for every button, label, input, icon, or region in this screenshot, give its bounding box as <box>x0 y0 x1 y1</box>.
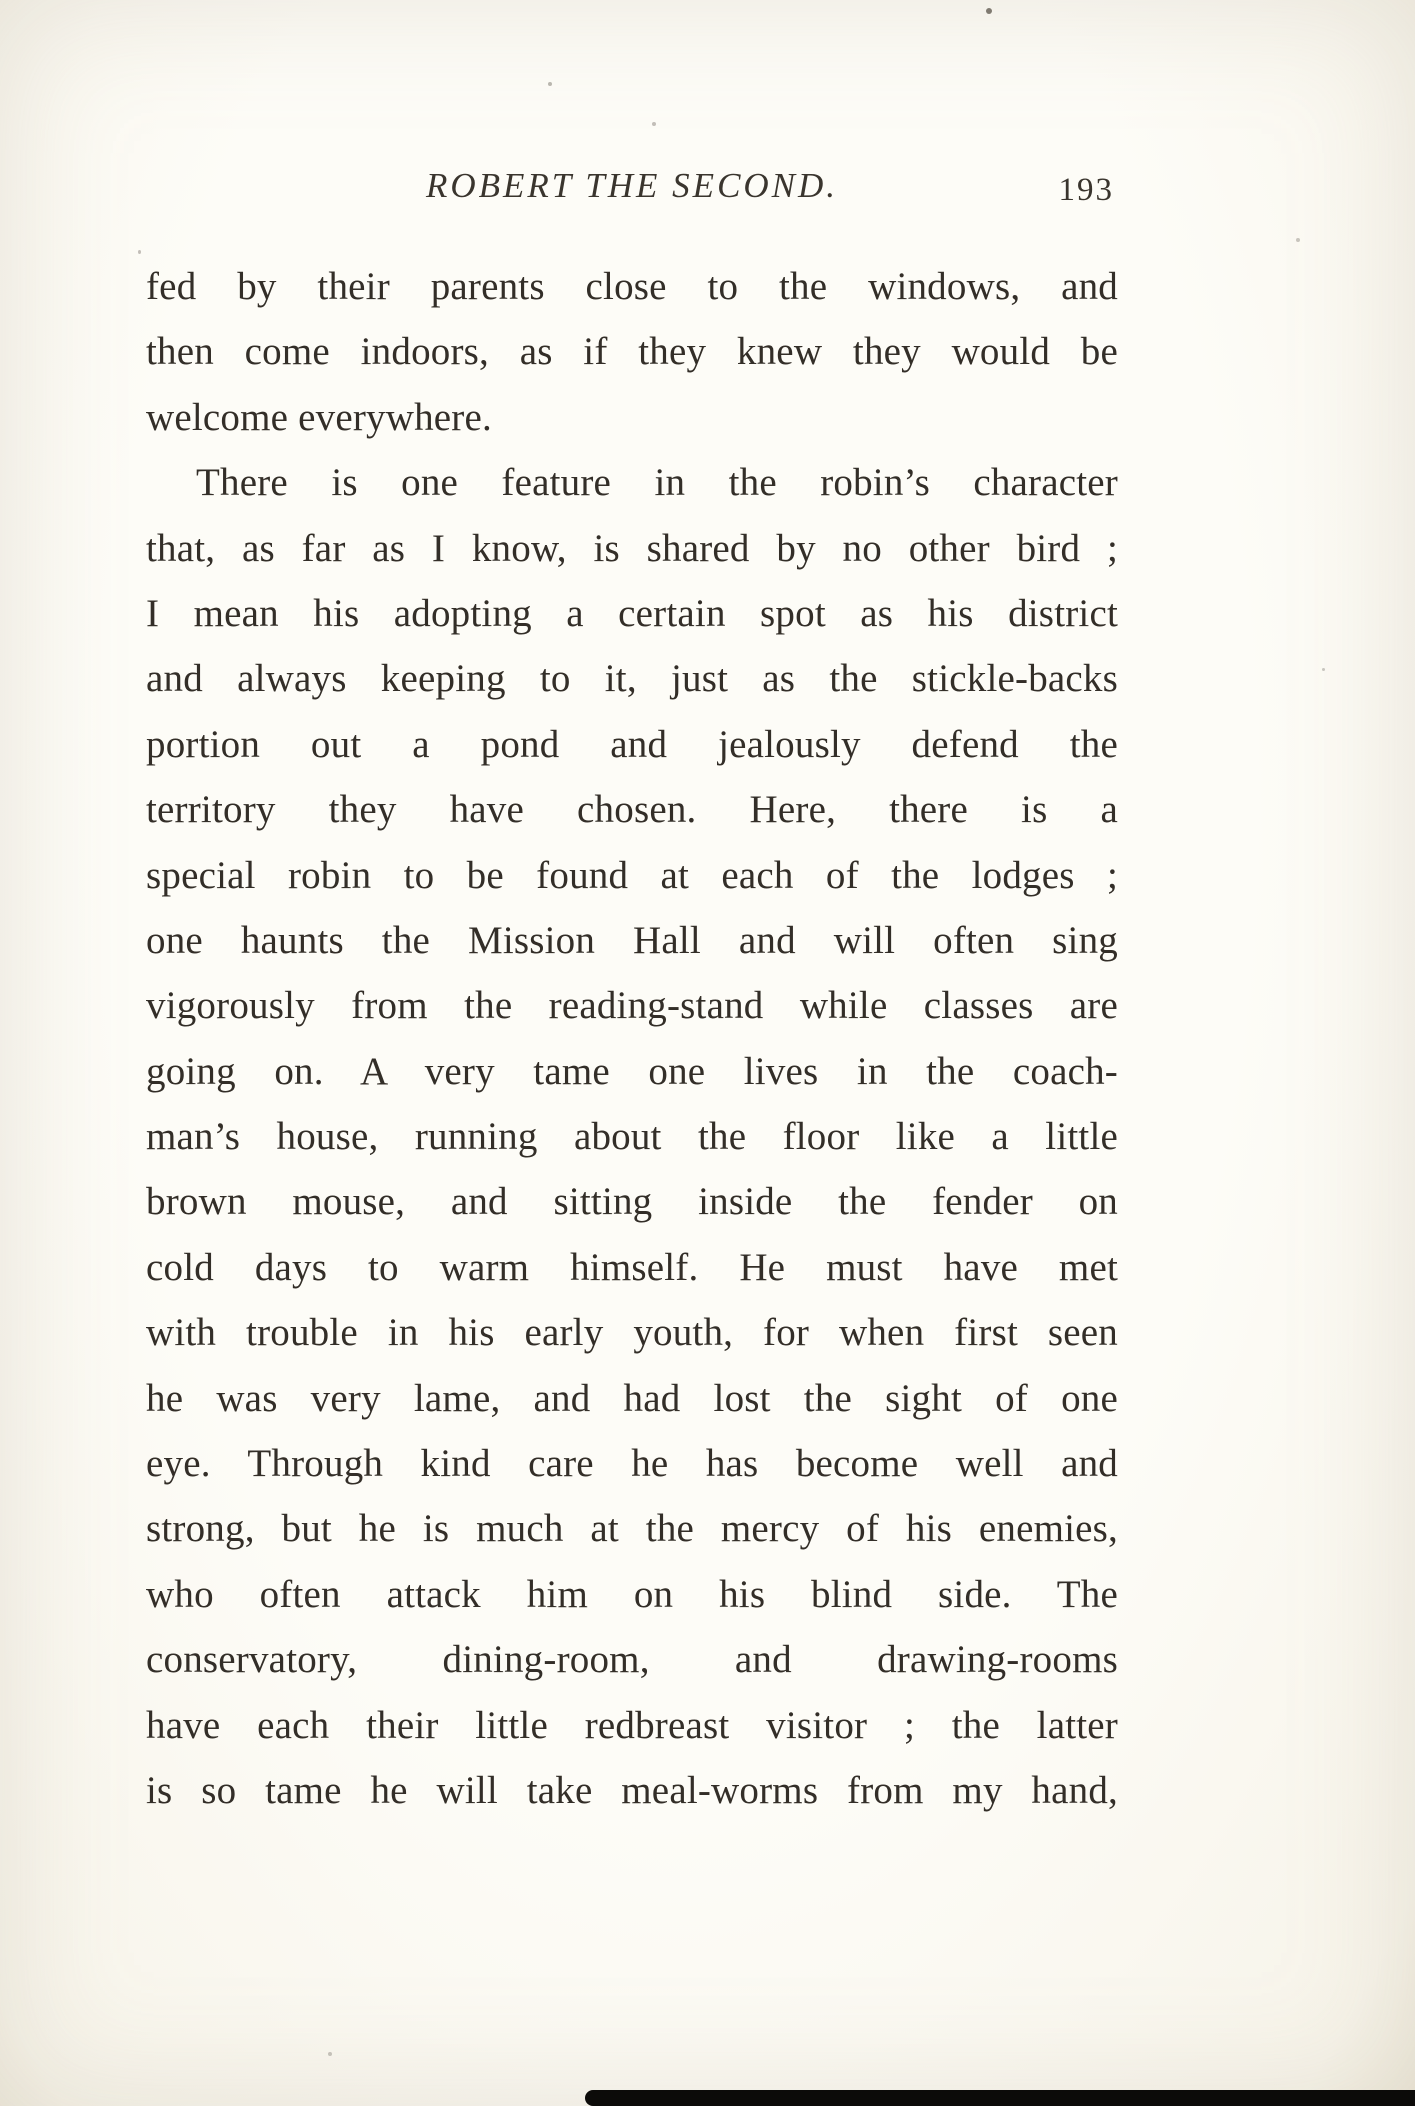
text-line: brown mouse, and sitting inside the fender on <box>146 1180 1118 1224</box>
page-number: 193 <box>1058 172 1114 208</box>
text-line: he was very lame, and had lost the sight of one <box>146 1376 1118 1420</box>
text-line: There is one feature in the robin’s character <box>196 461 1118 505</box>
text-line: man’s house, running about the floor like a little <box>146 1115 1118 1159</box>
scan-speck <box>548 82 552 86</box>
paragraph <box>146 450 1118 1823</box>
scan-speck <box>1322 668 1325 671</box>
text-line: then come indoors, as if they knew they would be <box>146 330 1118 374</box>
text-line: special robin to be found at each of the lodges ; <box>146 853 1118 897</box>
running-title: ROBERT THE SECOND. <box>425 166 839 205</box>
paragraph <box>146 254 1118 450</box>
text-line: cold days to warm himself. He must have met <box>146 1245 1118 1289</box>
text-line: and always keeping to it, just as the stickle-backs <box>146 657 1118 701</box>
scan-edge-artifact <box>585 2090 1415 2106</box>
text-line: vigorously from the reading-stand while classes are <box>146 984 1118 1028</box>
text-line: strong, but he is much at the mercy of his enemies, <box>146 1507 1118 1551</box>
text-line: I mean his adopting a certain spot as his district <box>146 591 1118 635</box>
scan-speck <box>652 122 656 126</box>
text-line: welcome everywhere. <box>146 395 492 439</box>
scan-speck <box>1296 238 1300 242</box>
scan-speck <box>328 2052 332 2056</box>
text-line: one haunts the Mission Hall and will often sing <box>146 918 1118 962</box>
text-line: going on. A very tame one lives in the coach- <box>146 1049 1118 1093</box>
scan-speck <box>986 8 992 14</box>
text-line: have each their little redbreast visitor ; the latter <box>146 1703 1118 1747</box>
body-text <box>146 254 1118 1823</box>
text-line: territory they have chosen. Here, there is a <box>146 788 1118 832</box>
text-line: fed by their parents close to the windows, and <box>146 265 1118 308</box>
text-line: portion out a pond and jealously defend the <box>146 722 1118 766</box>
text-line: that, as far as I know, is shared by no other bird ; <box>146 526 1118 570</box>
scan-speck <box>138 250 141 254</box>
text-line: with trouble in his early youth, for when first seen <box>146 1311 1118 1355</box>
text-line: conservatory, dining-room, and drawing-rooms <box>146 1638 1118 1682</box>
text-line: eye. Through kind care he has become well and <box>146 1442 1118 1486</box>
text-line: is so tame he will take meal-worms from my hand, <box>146 1768 1118 1812</box>
text-line: who often attack him on his blind side. The <box>146 1572 1118 1616</box>
page-header <box>148 166 1116 218</box>
